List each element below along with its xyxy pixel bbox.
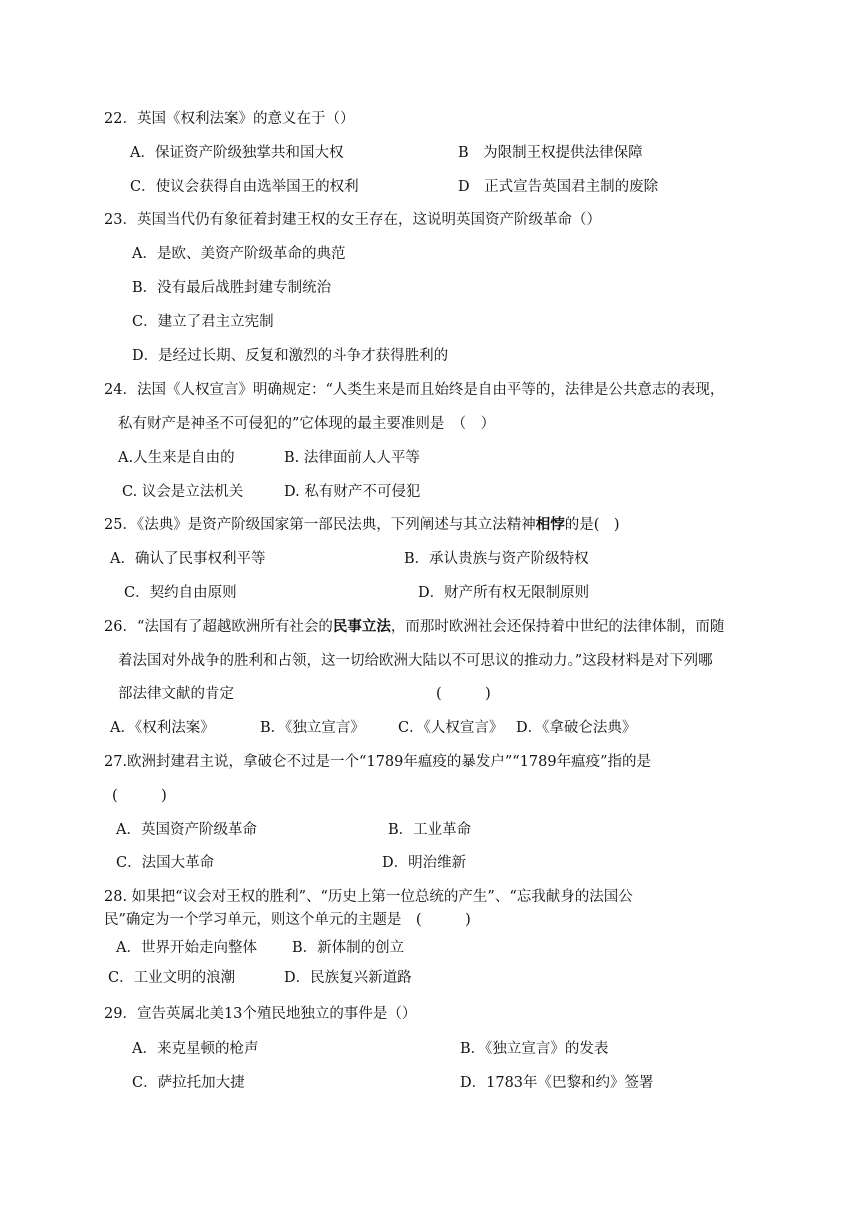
q28-stem-line1: 28. 如果把“议会对王权的胜利”、“历史上第一位总统的产生”、“忘我献身的法国公 [104,889,633,905]
q26-option-c: C．《人权宣言》 [398,720,504,736]
q22-option-b: B 为限制王权提供法律保障 [458,145,643,161]
q27-stem: 27.欧洲封建君主说，拿破仑不过是一个“1789年瘟疫的暴发户”“1789年瘟疫”指的是 [104,754,652,770]
q24-option-b: B. 法律面前人人平等 [284,450,420,466]
q26-stem-line1 [104,617,724,637]
q26-stem-line2: 着法国对外战争的胜利和占领，这一切给欧洲大陆以不可思议的推动力。”这段材料是对下列哪 [118,653,713,669]
q25-stem-post: 的是( ) [564,517,620,533]
q29-option-b: B．《独立宣言》的发表 [460,1041,609,1057]
q23-option-a: A．是欧、美资产阶级革命的典范 [132,246,346,262]
q29-option-d: D．1783年《巴黎和约》签署 [460,1075,654,1091]
q29-option-a: A．来克星顿的枪声 [132,1041,259,1057]
q26-option-a: A．《权利法案》 [110,720,215,736]
q27-option-d: D．明治维新 [382,855,467,871]
q28-option-a: A．世界开始走向整体 [116,940,257,956]
q28-stem-line2: 民”确定为一个学习单元，则这个单元的主题是 ( ) [104,912,471,928]
q25-stem-pre: 25．《法典》是资产阶级国家第一部民法典，下列阐述与其立法精神 [104,517,536,533]
q26-answer-paren: ( ) [436,686,491,702]
q26-line1-pre: 26．“法国有了超越欧洲所有社会的 [104,619,333,635]
q24-option-c: C. 议会是立法机关 [122,484,244,500]
q25-option-c: C．契约自由原则 [124,585,237,601]
q24-option-d: D. 私有财产不可侵犯 [284,484,421,500]
q24-stem-line1: 24．法国《人权宣言》明确规定：“人类生来是而且始终是自由平等的，法律是公共意志的表现， [104,382,725,398]
q23-option-b: B．没有最后战胜封建专制统治 [132,280,332,296]
q25-option-a: A．确认了民事权利平等 [110,551,266,567]
q27-answer-paren: ( ) [112,788,167,804]
q22-option-d: D 正式宣告英国君主制的废除 [458,179,659,195]
q26-stem-line3: 部法律文献的肯定 [118,686,234,702]
q23-stem: 23．英国当代仍有象征着封建王权的女王存在，这说明英国资产阶级革命（） [104,212,601,228]
q25-option-d: D．财产所有权无限制原则 [418,585,590,601]
q24-option-a: A.人生来是自由的 [118,450,235,466]
q29-option-c: C．萨拉托加大捷 [132,1075,245,1091]
q22-option-c: C．使议会获得自由选举国王的权利 [130,179,359,195]
q26-option-d: D．《拿破仑法典》 [516,720,637,736]
q28-option-c: C．工业文明的浪潮 [108,970,236,986]
q23-option-d: D．是经过长期、反复和激烈的斗争才获得胜利的 [132,348,449,364]
q28-option-b: B．新体制的创立 [292,940,405,956]
q25-option-b: B．承认贵族与资产阶级特权 [404,551,589,567]
q22-option-a: A．保证资产阶级独掌共和国大权 [130,145,344,161]
q26-line1-post: ，而那时欧洲社会还保持着中世纪的法律体制，而随 [390,619,725,635]
q22-stem: 22．英国《权利法案》的意义在于（） [104,111,355,127]
q26-line1-emphasis: 民事立法 [332,618,391,635]
q27-option-c: C．法国大革命 [116,855,215,871]
q27-option-a: A．英国资产阶级革命 [116,822,257,838]
q25-stem-emphasis: 相悖 [535,516,565,533]
q23-option-c: C．建立了君主立宪制 [132,314,274,330]
q25-stem [104,515,620,535]
q27-option-b: B．工业革命 [388,822,472,838]
q24-stem-line2: 私有财产是神圣不可侵犯的”它体现的最主要准则是 （ ） [118,416,496,432]
q28-option-d: D．民族复兴新道路 [284,970,412,986]
q29-stem: 29．宣告英属北美13个殖民地独立的事件是（） [104,1006,417,1022]
q26-option-b: B．《独立宣言》 [260,720,365,736]
